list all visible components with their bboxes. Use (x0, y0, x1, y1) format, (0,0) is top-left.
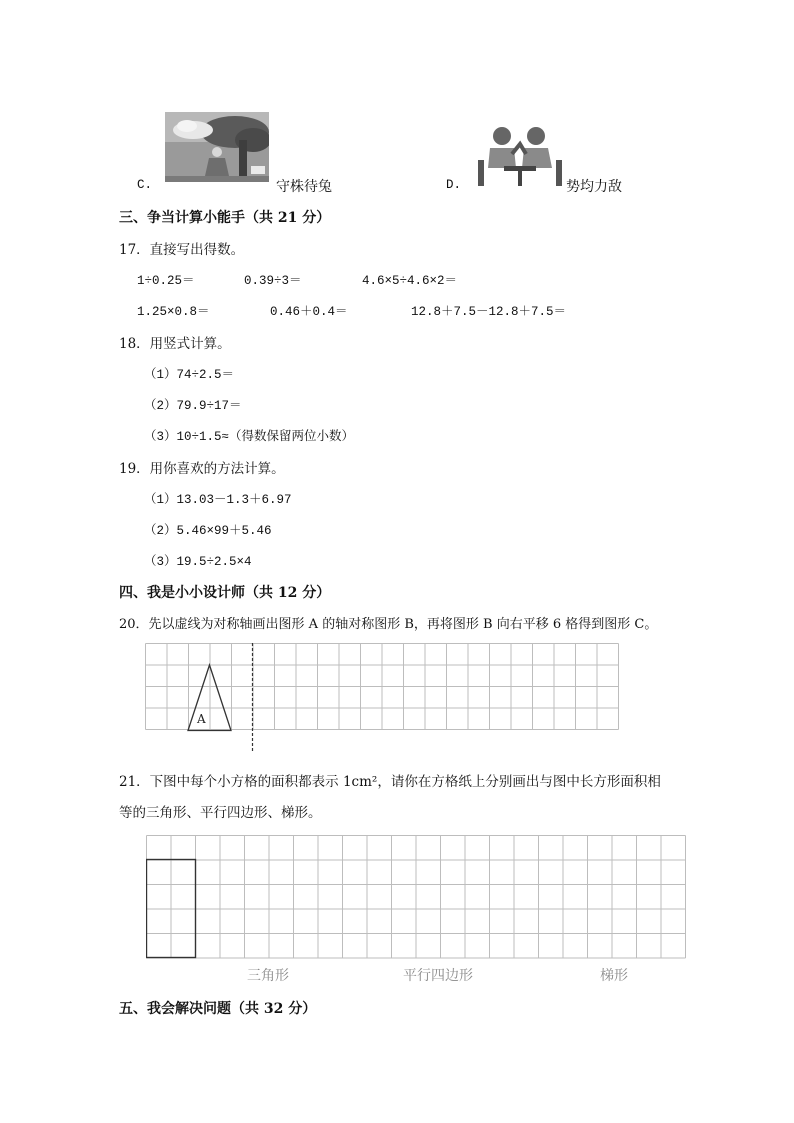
q17-stem: 17．直接写出得数。 (119, 242, 245, 258)
q17-item: 0.46＋0.4＝ (270, 305, 348, 319)
option-c-image (165, 112, 269, 182)
q18-stem: 18．用竖式计算。 (119, 336, 231, 352)
section-5-title: 五、我会解决问题（共 32 分） (119, 1001, 317, 1017)
q20-stem: 20．先以虚线为对称轴画出图形 A 的轴对称图形 B，再将图形 B 向右平移 6 格得到图形 C。 (119, 617, 658, 632)
q19-stem: 19．用你喜欢的方法计算。 (119, 461, 285, 477)
q17-item: 1÷0.25＝ (137, 274, 195, 288)
q18-item: （1）74÷2.5＝ (144, 368, 235, 382)
q18-item: （3）10÷1.5≈（得数保留两位小数） (144, 430, 355, 444)
q18-item: （2）79.9÷17＝ (144, 399, 242, 413)
shape-a-label: A (197, 712, 206, 726)
q20-grid[interactable] (145, 643, 619, 755)
option-d-caption: 势均力敌 (566, 179, 622, 195)
q17-item: 4.6×5÷4.6×2＝ (362, 274, 458, 288)
q17-item: 1.25×0.8＝ (137, 305, 210, 319)
q19-item: （3）19.5÷2.5×4 (144, 555, 252, 569)
q21-label-triangle: 三角形 (247, 968, 289, 984)
q21-label-parallelogram: 平行四边形 (403, 968, 473, 984)
q19-item: （2）5.46×99＋5.46 (144, 524, 272, 538)
section-3-title: 三、争当计算小能手（共 21 分） (119, 210, 331, 226)
q21-stem-line2: 等的三角形、平行四边形、梯形。 (119, 805, 322, 821)
option-d-letter: D. (446, 178, 462, 192)
q19-item: （1）13.03－1.3＋6.97 (144, 493, 292, 507)
option-c-letter: C. (137, 178, 153, 192)
option-c-caption: 守株待兔 (276, 179, 332, 195)
q17-item: 12.8＋7.5－12.8＋7.5＝ (411, 305, 567, 319)
q21-stem-line1: 21．下图中每个小方格的面积都表示 1cm²，请你在方格纸上分别画出与图中长方形面积相 (119, 774, 661, 790)
q21-grid[interactable] (146, 835, 691, 961)
section-4-title: 四、我是小小设计师（共 12 分） (119, 585, 331, 601)
q21-label-trapezoid: 梯形 (600, 968, 628, 984)
option-d-image (474, 124, 566, 186)
q17-item: 0.39÷3＝ (244, 274, 302, 288)
